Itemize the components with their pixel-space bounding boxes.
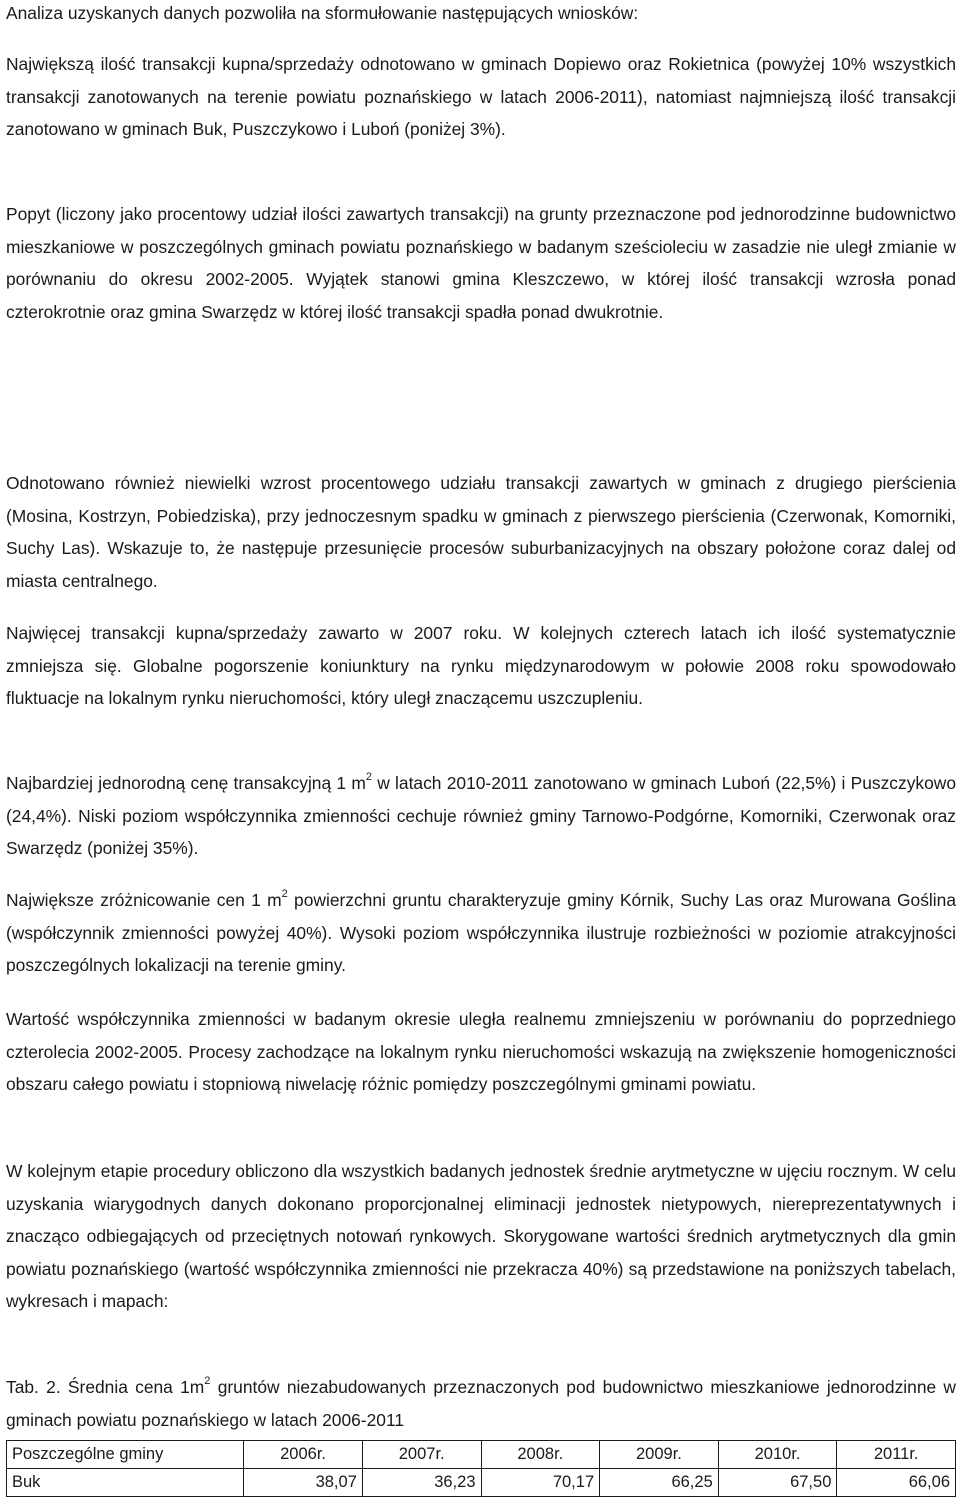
cell-municipality: Buk [7, 1469, 244, 1497]
table-header-row [7, 1441, 956, 1469]
cell-2010: 67,50 [718, 1469, 837, 1497]
paragraph-rings: Odnotowano również niewielki wzrost procentowego udziału transakcji zawartych w gminach z drugiego pierścienia (Mosina, Kostrzyn, Pobiedziska), przy jednoczesnym spadku w gminach z pierwszego pierścienia (Czerwonak, Komorniki, Suchy Las). Wskazuje to, że następuje przesunięcie procesów suburbanizacyjnych na obszary położone coraz dalej od miasta centralnego. [6, 473, 956, 591]
header-2009: 2009r. [600, 1441, 719, 1469]
cell-2008: 70,17 [481, 1469, 600, 1497]
header-2008: 2008r. [481, 1441, 600, 1469]
caption-superscript: 2 [204, 1375, 211, 1387]
table-caption [6, 1371, 956, 1436]
cell-2006: 38,07 [244, 1469, 363, 1497]
paragraph-homogeneous-price [6, 767, 956, 865]
paragraph-transactions-count: Największą ilość transakcji kupna/sprzedaży odnotowano w gminach Dopiewo oraz Rokietnica (powyżej 10% wszystkich transakcji zanotowanych na terenie powiatu poznańskiego w latach 2006-2011), natomiast najmniejszą ilość transakcji zanotowano w gminach Buk, Puszczykowo i Luboń (poniżej 3%). [6, 54, 956, 140]
header-2011: 2011r. [837, 1441, 956, 1469]
table-row [7, 1469, 956, 1497]
cell-2007: 36,23 [362, 1469, 481, 1497]
cell-2011: 66,06 [837, 1469, 956, 1497]
p5-text-b: w latach 2010-2011 zanotowano w gminach Luboń (22,5%) i Puszczykowo (24,4%). Niski poziom współczynnika zmienności cechuje również gminy Tarnowo-Podgórne, Komorniki, Czerwonak oraz Swarzędz (poniżej 35%). [6, 773, 956, 859]
header-2010: 2010r. [718, 1441, 837, 1469]
paragraph-coefficient-decrease: Wartość współczynnika zmienności w badanym okresie uległa realnemu zmniejszeniu w porównaniu do poprzedniego czterolecia 2002-2005. Procesy zachodzące na lokalnym rynku nieruchomości wskazują na zwiększenie homogeniczności obszaru całego powiatu i stopniową niwelację różnic pomiędzy poszczególnymi gminami powiatu. [6, 1009, 956, 1095]
paragraph-procedure: W kolejnym etapie procedury obliczono dla wszystkich badanych jednostek średnie arytmetyczne w ujęciu rocznym. W celu uzyskania wiarygodnych danych dokonano proporcjonalnej eliminacji jednostek nietypowych, niereprezentatywnych i znacząco odbiegających od przeciętnych notowań rynkowych. Skorygowane wartości średnich arytmetycznych dla gmin powiatu poznańskiego (wartość współczynnika zmienności nie przekracza 40%) są przedstawione na poniższych tabelach, wykresach i mapach: [6, 1161, 956, 1312]
paragraph-price-variation [6, 884, 956, 982]
caption-text-b: gruntów niezabudowanych przeznaczonych pod budownictwo mieszkaniowe jednorodzinne w gminach powiatu poznańskiego w latach 2006-2011 [6, 1377, 956, 1430]
header-2006: 2006r. [244, 1441, 363, 1469]
paragraph-demand: Popyt (liczony jako procentowy udział ilości zawartych transakcji) na grunty przeznaczone pod jednorodzinne budownictwo mieszkaniowe w poszczególnych gminach powiatu poznańskiego w badanym sześcioleciu w zasadzie nie uległ zmianie w porównaniu do okresu 2002-2005. Wyjątek stanowi gmina Kleszczewo, w której ilość transakcji wzrosła ponad czterokrotnie oraz gmina Swarzędz w której ilość transakcji spadła ponad dwukrotnie. [6, 204, 956, 322]
intro-text: Analiza uzyskanych danych pozwoliła na sformułowanie następujących wniosków: [6, 3, 639, 23]
header-municipality: Poszczególne gminy [7, 1441, 244, 1469]
price-table [6, 1440, 956, 1497]
p5-text-a: Najbardziej jednorodną cenę transakcyjną 1 m [6, 773, 366, 793]
p5-superscript: 2 [365, 771, 372, 783]
p6-text-b: powierzchni gruntu charakteryzuje gminy Kórnik, Suchy Las oraz Murowana Goślina (współczynnik zmienności powyżej 40%). Wysoki poziom współczynnika ilustruje rozbieżności w poziomie atrakcyjności poszczególnych lokalizacji na terenie gminy. [6, 890, 956, 976]
header-2007: 2007r. [362, 1441, 481, 1469]
p6-superscript: 2 [281, 888, 288, 900]
p6-text-a: Największe zróżnicowanie cen 1 m [6, 890, 282, 910]
caption-text-a: Tab. 2. Średnia cena 1m [6, 1377, 205, 1397]
paragraph-2007-peak: Najwięcej transakcji kupna/sprzedaży zawarto w 2007 roku. W kolejnych czterech latach ich ilość systematycznie zmniejsza się. Globalne pogorszenie koniunktury na rynku międzynarodowym w połowie 2008 roku spowodowało fluktuacje na lokalnym rynku nieruchomości, który uległ znaczącemu uszczupleniu. [6, 623, 956, 709]
cell-2009: 66,25 [600, 1469, 719, 1497]
